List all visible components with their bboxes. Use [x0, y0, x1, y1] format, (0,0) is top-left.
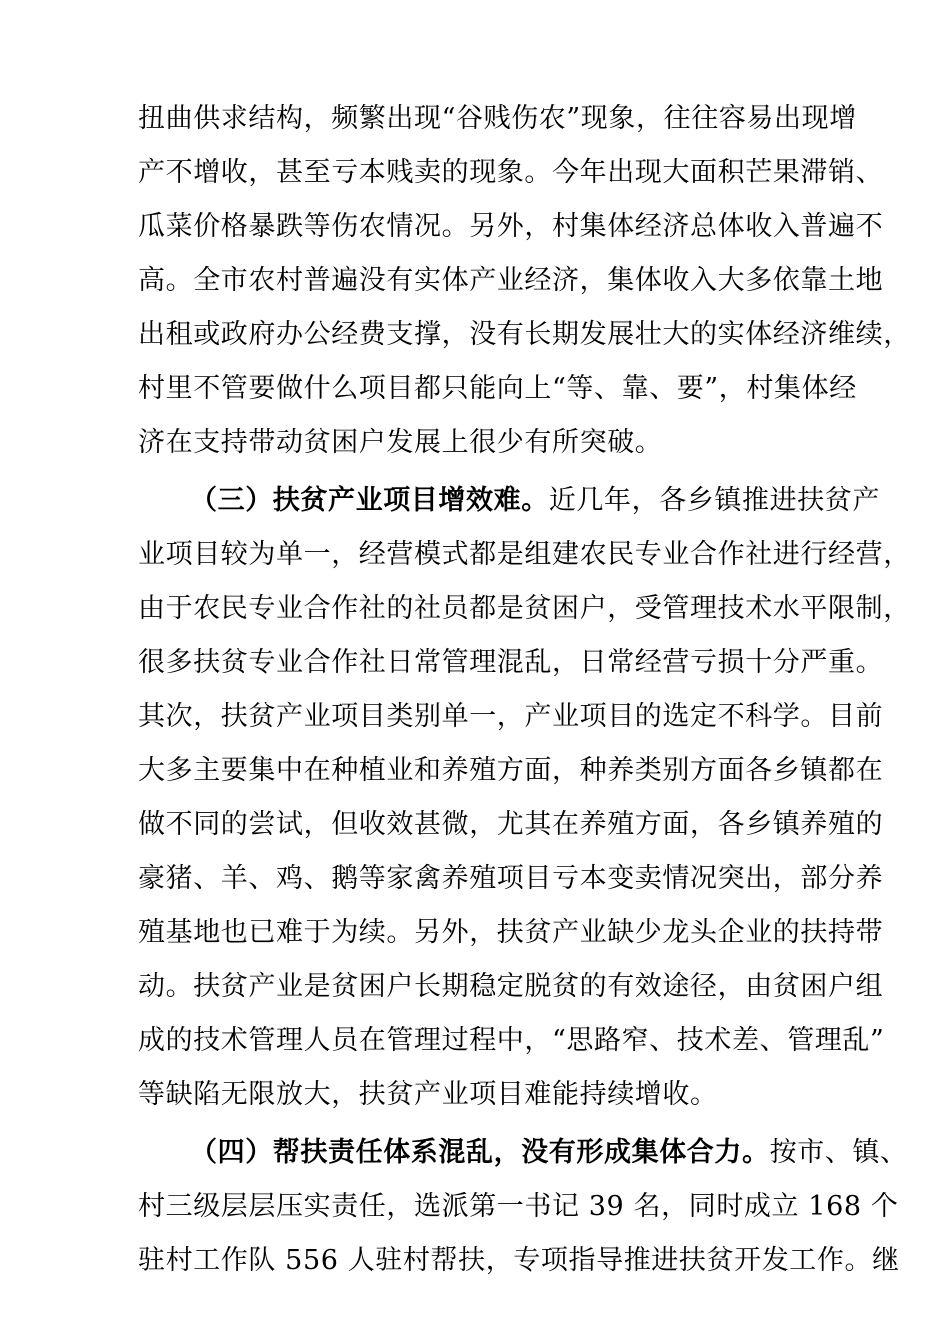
p2-line-7: 做不同的尝试，但收效甚微，尤其在养殖方面，各乡镇养殖的 [138, 809, 884, 840]
p3-first-line [190, 1133, 908, 1173]
p2-line-4: 很多扶贫专业合作社日常管理混乱，日常经营亏损十分严重。 [138, 647, 884, 678]
p3-heading: （四）帮扶责任体系混乱，没有形成集体合力。 [190, 1137, 770, 1168]
p1-line-4: 高。全市农村普遍没有实体产业经济，集体收入大多依靠土地 [138, 265, 884, 296]
p2-first-line-rest: 近几年，各乡镇推进扶贫产 [548, 485, 881, 516]
p2-line-3: 由于农民专业合作社的社员都是贫困户，受管理技术水平限制， [138, 593, 911, 624]
p1-line-1: 扭曲供求结构，频繁出现“谷贱伤农”现象，往往容易出现增 [138, 103, 857, 134]
p1-line-6: 村里不管要做什么项目都只能向上“等、靠、要”，村集体经 [138, 373, 857, 404]
p2-line-9: 殖基地也已难于为续。另外，扶贫产业缺少龙头企业的扶持带 [138, 917, 884, 948]
p2-first-line [190, 481, 881, 521]
p2-line-5: 其次，扶贫产业项目类别单一，产业项目的选定不科学。目前 [138, 701, 884, 732]
p2-line-2: 业项目较为单一，经营模式都是组建农民专业合作社进行经营， [138, 539, 911, 570]
p2-line-10: 动。扶贫产业是贫困户长期稳定脱贫的有效途径，由贫困户组 [138, 971, 884, 1002]
p1-line-2: 产不增收，甚至亏本贱卖的现象。今年出现大面积芒果滞销、 [138, 157, 884, 188]
p2-line-8: 豪猪、羊、鸡、鹅等家禽养殖项目亏本变卖情况突出，部分养 [138, 863, 884, 894]
p1-line-5: 出租或政府办公经费支撑，没有长期发展壮大的实体经济维续， [138, 319, 911, 350]
p2-heading: （三）扶贫产业项目增效难。 [190, 485, 549, 516]
p2-line-12: 等缺陷无限放大，扶贫产业项目难能持续增收。 [138, 1079, 718, 1110]
p1-line-3: 瓜菜价格暴跌等伤农情况。另外，村集体经济总体收入普遍不 [138, 211, 884, 242]
p3-first-line-rest: 按市、镇、 [769, 1137, 908, 1168]
p2-line-6: 大多主要集中在种植业和养殖方面，种养类别方面各乡镇都在 [138, 755, 884, 786]
p2-line-11: 成的技术管理人员在管理过程中，“思路窄、技术差、管理乱” [138, 1025, 885, 1056]
p3-line-3: 驻村工作队 556 人驻村帮扶，专项指导推进扶贫开发工作。继 [138, 1245, 900, 1276]
p1-line-7: 济在支持带动贫困户发展上很少有所突破。 [138, 427, 663, 458]
p3-line-2: 村三级层层压实责任，选派第一书记 39 名，同时成立 168 个 [138, 1191, 899, 1222]
